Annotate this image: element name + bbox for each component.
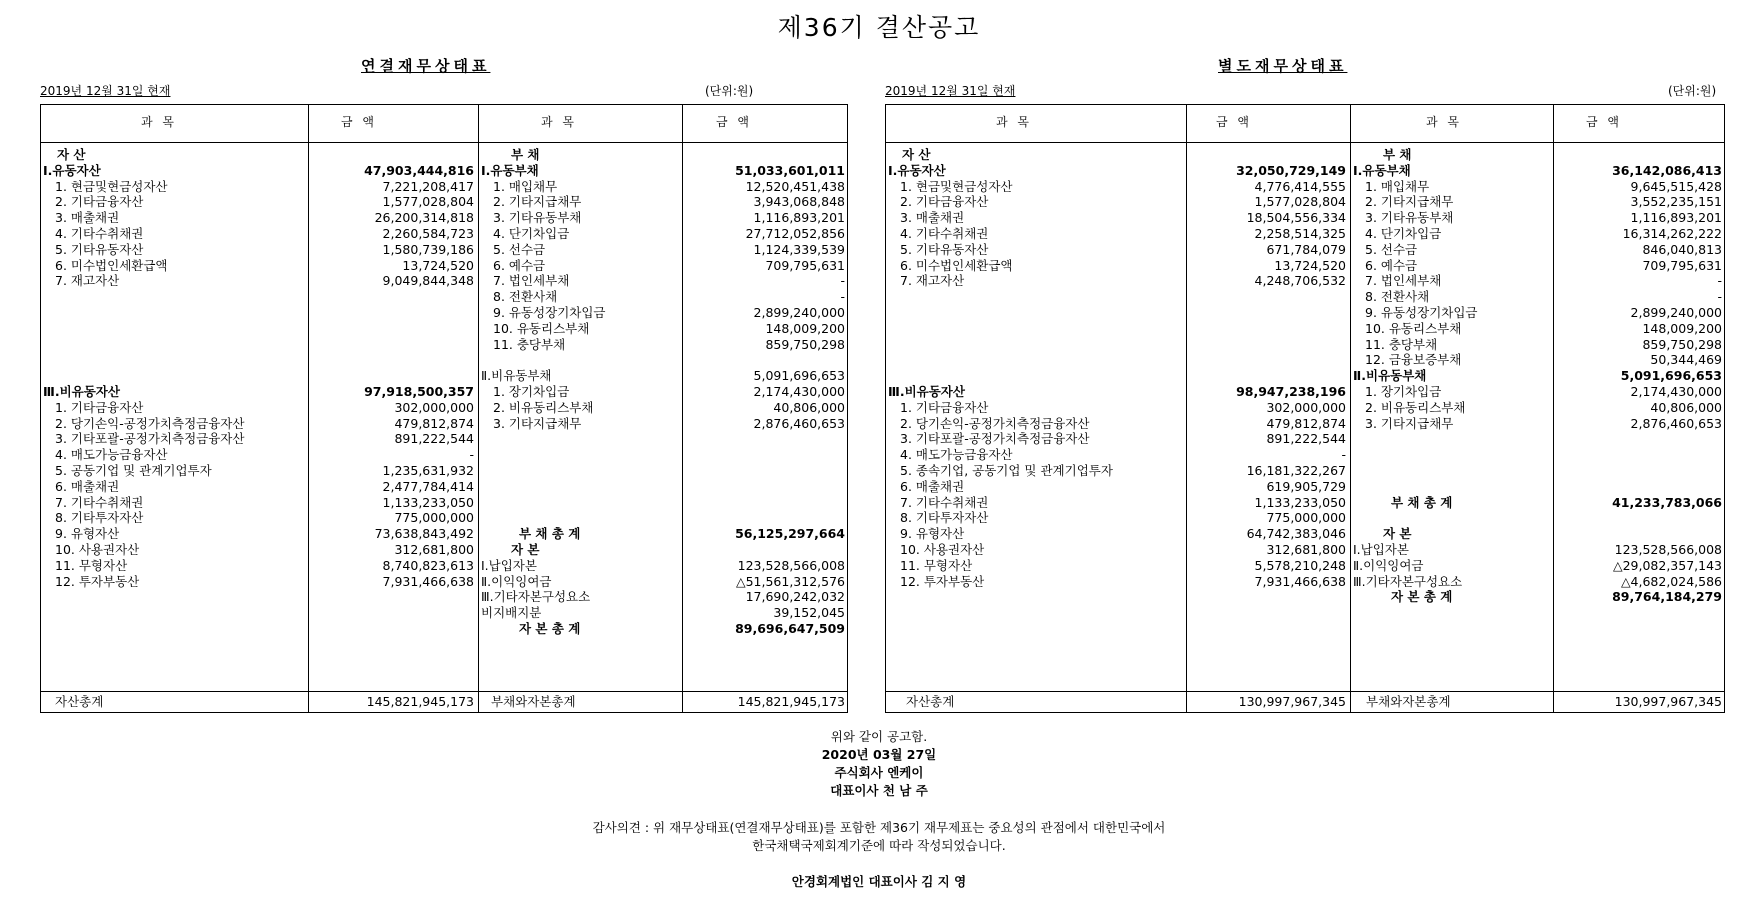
liability-label: 11. 충당부채 bbox=[1365, 336, 1438, 352]
asset-label: Ⅲ.비유동자산 bbox=[43, 384, 120, 399]
asset-label: 자 산 bbox=[57, 147, 86, 162]
asset-label: 4. 기타수취채권 bbox=[55, 226, 144, 241]
liability-label: 2. 비유동리스부채 bbox=[1365, 399, 1466, 415]
liability-amount: 40,806,000 bbox=[1650, 399, 1722, 415]
asset-label: 자 산 bbox=[902, 147, 931, 162]
asset-amount: 26,200,314,818 bbox=[374, 210, 474, 226]
liability-amount: 40,806,000 bbox=[773, 399, 845, 415]
total-assets-value: 145,821,945,173 bbox=[366, 694, 474, 709]
liability-amount: 123,528,566,008 bbox=[1614, 542, 1722, 557]
asset-label: 3. 매출채권 bbox=[900, 210, 965, 226]
liability-label: 부 채 총 계 bbox=[1391, 494, 1453, 510]
asset-label: Ⅰ.유동자산 bbox=[43, 162, 101, 178]
left-date: 2019년 12월 31일 현재 bbox=[40, 84, 171, 98]
asset-label: 7. 기타수취채권 bbox=[55, 494, 144, 510]
liability-amount: 846,040,813 bbox=[1642, 241, 1722, 257]
asset-label: 7. 기타수취채권 bbox=[900, 494, 989, 510]
liability-label: 3. 기타유동부채 bbox=[1365, 210, 1454, 226]
asset-amount: 13,724,520 bbox=[1274, 257, 1346, 273]
liability-amount: 2,899,240,000 bbox=[1630, 305, 1722, 320]
asset-amount: 7,931,466,638 bbox=[1254, 573, 1346, 589]
liability-amount: 27,712,052,856 bbox=[745, 226, 845, 241]
liability-label: 자 본 bbox=[1383, 526, 1412, 542]
asset-label: 9. 유형자산 bbox=[900, 526, 965, 542]
total-assets-label: 자산총계 bbox=[55, 694, 104, 709]
liability-amount: 51,033,601,011 bbox=[735, 162, 845, 178]
liability-label: Ⅲ.기타자본구성요소 bbox=[1353, 573, 1463, 589]
asset-amount: 32,050,729,149 bbox=[1236, 162, 1346, 178]
asset-label: 4. 매도가능금융자산 bbox=[55, 447, 168, 463]
asset-amount: 5,578,210,248 bbox=[1254, 557, 1346, 573]
liability-label: 12. 금융보증부채 bbox=[1365, 352, 1462, 368]
liability-amount: 41,233,783,066 bbox=[1612, 494, 1722, 510]
header-account: 과 목 bbox=[541, 115, 577, 129]
liability-amount: 5,091,696,653 bbox=[1620, 368, 1722, 384]
asset-label: Ⅲ.비유동자산 bbox=[888, 384, 965, 399]
liability-amount: 12,520,451,438 bbox=[745, 178, 845, 194]
liability-amount: 709,795,631 bbox=[1642, 257, 1722, 273]
liability-label: 5. 선수금 bbox=[1365, 241, 1418, 257]
asset-label: 10. 사용권자산 bbox=[900, 542, 985, 557]
asset-label: Ⅰ.유동자산 bbox=[888, 162, 946, 178]
asset-label: 6. 매출채권 bbox=[900, 478, 965, 494]
liability-label: 9. 유동성장기차입금 bbox=[493, 305, 606, 320]
liability-label: Ⅲ.기타자본구성요소 bbox=[481, 589, 591, 605]
asset-amount: 1,577,028,804 bbox=[1254, 194, 1346, 210]
liability-label: 부 채 bbox=[1383, 147, 1412, 162]
liability-label: 1. 장기차입금 bbox=[493, 384, 570, 399]
asset-amount: 619,905,729 bbox=[1266, 478, 1346, 494]
consolidated-balance-sheet bbox=[40, 104, 848, 713]
asset-label: 8. 기타투자자산 bbox=[55, 510, 144, 526]
header-amount: 금 액 bbox=[1586, 115, 1622, 129]
asset-label: 6. 매출채권 bbox=[55, 478, 120, 494]
liability-amount: 123,528,566,008 bbox=[737, 557, 845, 573]
liability-label: 1. 장기차입금 bbox=[1365, 384, 1442, 399]
total-liab-equity-label: 부채와자본총계 bbox=[1366, 694, 1451, 709]
asset-label: 3. 기타포괄-공정가치측정금융자산 bbox=[55, 431, 245, 447]
asset-label: 4. 기타수취채권 bbox=[900, 226, 989, 241]
asset-amount: 302,000,000 bbox=[394, 399, 474, 415]
asset-label: 7. 재고자산 bbox=[900, 273, 965, 289]
liability-amount: 17,690,242,032 bbox=[745, 589, 845, 605]
asset-label: 2. 당기손익-공정가치측정금융자산 bbox=[900, 415, 1090, 431]
asset-label: 11. 무형자산 bbox=[900, 557, 973, 573]
asset-amount: 302,000,000 bbox=[1266, 399, 1346, 415]
liability-amount: 1,116,893,201 bbox=[1630, 210, 1722, 226]
asset-amount: 312,681,800 bbox=[1266, 542, 1346, 557]
liability-label: 7. 법인세부채 bbox=[493, 273, 570, 289]
asset-label: 4. 매도가능금융자산 bbox=[900, 447, 1013, 463]
liability-amount: 56,125,297,664 bbox=[735, 526, 845, 542]
liability-amount: 5,091,696,653 bbox=[753, 368, 845, 384]
asset-amount: 775,000,000 bbox=[1266, 510, 1346, 526]
asset-label: 11. 무형자산 bbox=[55, 557, 128, 573]
liability-amount: - bbox=[1717, 289, 1722, 305]
liability-label: Ⅰ.유동부채 bbox=[481, 162, 539, 178]
total-liab-equity-value: 145,821,945,173 bbox=[737, 694, 845, 709]
liability-amount: 2,876,460,653 bbox=[753, 415, 845, 431]
liability-amount: 36,142,086,413 bbox=[1612, 162, 1722, 178]
audit-opinion-line-1: 감사의견 : 위 재무상태표(연결재무상태표)를 포함한 제36기 재무제표는 중요성의 관점에서 대한민국에서 bbox=[592, 820, 1166, 835]
liability-label: 자 본 bbox=[511, 542, 540, 557]
consolidated-title: 연결재무상태표 bbox=[361, 57, 491, 75]
asset-label: 10. 사용권자산 bbox=[55, 542, 140, 557]
right-date: 2019년 12월 31일 현재 bbox=[885, 84, 1016, 98]
asset-label: 2. 기타금융자산 bbox=[900, 194, 989, 210]
asset-label: 5. 공동기업 및 관계기업투자 bbox=[55, 463, 212, 478]
asset-amount: 1,580,739,186 bbox=[382, 241, 474, 257]
liability-amount: 709,795,631 bbox=[765, 257, 845, 273]
asset-amount: 13,724,520 bbox=[402, 257, 474, 273]
liability-label: 2. 기타지급채무 bbox=[1365, 194, 1454, 210]
asset-amount: 4,248,706,532 bbox=[1254, 273, 1346, 289]
liability-amount: - bbox=[1717, 273, 1722, 289]
liability-amount: 2,899,240,000 bbox=[753, 305, 845, 320]
asset-amount: 8,740,823,613 bbox=[382, 557, 474, 573]
liability-label: 7. 법인세부채 bbox=[1365, 273, 1442, 289]
asset-amount: 16,181,322,267 bbox=[1246, 463, 1346, 478]
right-unit: (단위:원) bbox=[1668, 84, 1717, 98]
asset-amount: 2,477,784,414 bbox=[382, 478, 474, 494]
asset-amount: 97,918,500,357 bbox=[364, 384, 474, 399]
liability-label: 2. 비유동리스부채 bbox=[493, 399, 594, 415]
liability-label: Ⅰ.납입자본 bbox=[1353, 542, 1409, 557]
liability-label: 1. 매입채무 bbox=[1365, 178, 1430, 194]
asset-label: 5. 기타유동자산 bbox=[900, 241, 989, 257]
liability-amount: 148,009,200 bbox=[1642, 320, 1722, 336]
asset-amount: 1,577,028,804 bbox=[382, 194, 474, 210]
liability-label: Ⅱ.비유동부채 bbox=[481, 368, 552, 384]
company-name: 주식회사 엔케이 bbox=[834, 765, 924, 780]
liability-label: 3. 기타지급채무 bbox=[493, 415, 582, 431]
liability-amount: 89,696,647,509 bbox=[735, 621, 845, 636]
liability-label: Ⅱ.이익잉여금 bbox=[481, 573, 552, 589]
liability-amount: 148,009,200 bbox=[765, 320, 845, 336]
liability-label: 1. 매입채무 bbox=[493, 178, 558, 194]
asset-label: 1. 현금및현금성자산 bbox=[900, 178, 1013, 194]
liability-label: Ⅰ.납입자본 bbox=[481, 557, 537, 573]
liability-label: 8. 전환사채 bbox=[493, 289, 558, 305]
liability-amount: 9,645,515,428 bbox=[1630, 178, 1722, 194]
asset-amount: 775,000,000 bbox=[394, 510, 474, 526]
total-liab-equity-value: 130,997,967,345 bbox=[1614, 694, 1722, 709]
asset-label: 6. 미수법인세환급액 bbox=[900, 257, 1013, 273]
liability-amount: 1,116,893,201 bbox=[753, 210, 845, 226]
liability-amount: 16,314,262,222 bbox=[1622, 226, 1722, 241]
liability-label: 9. 유동성장기차입금 bbox=[1365, 305, 1478, 320]
liability-amount: 50,344,469 bbox=[1650, 352, 1722, 368]
asset-label: 12. 투자부동산 bbox=[55, 573, 140, 589]
asset-label: 1. 기타금융자산 bbox=[900, 399, 989, 415]
asset-label: 2. 당기손익-공정가치측정금융자산 bbox=[55, 415, 245, 431]
total-liab-equity-label: 부채와자본총계 bbox=[491, 694, 576, 709]
asset-amount: 64,742,383,046 bbox=[1246, 526, 1346, 542]
asset-label: 12. 투자부동산 bbox=[900, 573, 985, 589]
asset-amount: - bbox=[469, 447, 474, 463]
liability-amount: 859,750,298 bbox=[765, 336, 845, 352]
asset-amount: 1,133,233,050 bbox=[1254, 494, 1346, 510]
liability-amount: - bbox=[840, 289, 845, 305]
asset-amount: 47,903,444,816 bbox=[364, 162, 474, 178]
asset-amount: 671,784,079 bbox=[1266, 241, 1346, 257]
liability-label: 10. 유동리스부채 bbox=[493, 320, 590, 336]
notice-date: 2020년 03월 27일 bbox=[821, 747, 937, 762]
liability-amount: 2,174,430,000 bbox=[753, 384, 845, 399]
asset-label: 8. 기타투자자산 bbox=[900, 510, 989, 526]
asset-amount: 4,776,414,555 bbox=[1254, 178, 1346, 194]
asset-amount: 891,222,544 bbox=[394, 431, 474, 447]
liability-label: Ⅰ.유동부채 bbox=[1353, 162, 1411, 178]
liability-label: 11. 충당부채 bbox=[493, 336, 566, 352]
asset-label: 5. 종속기업, 공동기업 및 관계기업투자 bbox=[900, 463, 1113, 478]
separate-title: 별도재무상태표 bbox=[1218, 57, 1348, 75]
liability-label: 2. 기타지급채무 bbox=[493, 194, 582, 210]
asset-amount: 73,638,843,492 bbox=[374, 526, 474, 542]
asset-amount: 479,812,874 bbox=[394, 415, 474, 431]
liability-label: 자 본 총 계 bbox=[1391, 589, 1453, 605]
asset-amount: 891,222,544 bbox=[1266, 431, 1346, 447]
liability-label: 4. 단기차입금 bbox=[493, 226, 570, 241]
liability-label: 6. 예수금 bbox=[1365, 257, 1418, 273]
asset-label: 2. 기타금융자산 bbox=[55, 194, 144, 210]
asset-label: 3. 기타포괄-공정가치측정금융자산 bbox=[900, 431, 1090, 447]
liability-label: 비지배지분 bbox=[481, 605, 542, 621]
asset-amount: 2,258,514,325 bbox=[1254, 226, 1346, 241]
liability-label: 6. 예수금 bbox=[493, 257, 546, 273]
liability-amount: 2,174,430,000 bbox=[1630, 384, 1722, 399]
liability-amount: 3,552,235,151 bbox=[1630, 194, 1722, 210]
liability-label: Ⅱ.이익잉여금 bbox=[1353, 557, 1424, 573]
asset-amount: 1,133,233,050 bbox=[382, 494, 474, 510]
separate-balance-sheet bbox=[885, 104, 1725, 713]
liability-amount: △4,682,024,586 bbox=[1620, 573, 1722, 589]
liability-label: 5. 선수금 bbox=[493, 241, 546, 257]
header-amount: 금 액 bbox=[1216, 115, 1252, 129]
asset-label: 7. 재고자산 bbox=[55, 273, 120, 289]
asset-amount: 9,049,844,348 bbox=[382, 273, 474, 289]
liability-label: 자 본 총 계 bbox=[519, 621, 581, 636]
liability-amount: △29,082,357,143 bbox=[1612, 557, 1722, 573]
asset-amount: 7,221,208,417 bbox=[382, 178, 474, 194]
asset-amount: 98,947,238,196 bbox=[1236, 384, 1346, 399]
liability-label: 4. 단기차입금 bbox=[1365, 226, 1442, 241]
header-account: 과 목 bbox=[996, 115, 1032, 129]
header-account: 과 목 bbox=[141, 115, 177, 129]
liability-amount: 39,152,045 bbox=[773, 605, 845, 621]
asset-amount: 1,235,631,932 bbox=[382, 463, 474, 478]
liability-label: 8. 전환사채 bbox=[1365, 289, 1430, 305]
liability-amount: 859,750,298 bbox=[1642, 336, 1722, 352]
header-account: 과 목 bbox=[1426, 115, 1462, 129]
asset-amount: 2,260,584,723 bbox=[382, 226, 474, 241]
asset-label: 1. 현금및현금성자산 bbox=[55, 178, 168, 194]
audit-opinion-line-2: 한국채택국제회계기준에 따라 작성되었습니다. bbox=[752, 838, 1006, 853]
liability-label: 10. 유동리스부채 bbox=[1365, 320, 1462, 336]
header-amount: 금 액 bbox=[341, 115, 377, 129]
left-unit: (단위:원) bbox=[705, 84, 754, 98]
asset-amount: 312,681,800 bbox=[394, 542, 474, 557]
page-title: 제36기 결산공고 bbox=[777, 13, 981, 42]
liability-label: Ⅱ.비유동부채 bbox=[1353, 368, 1427, 384]
ceo-name: 대표이사 천 남 주 bbox=[830, 783, 928, 798]
notice-line: 위와 같이 공고함. bbox=[830, 729, 928, 744]
asset-label: 3. 매출채권 bbox=[55, 210, 120, 226]
asset-label: 6. 미수법인세환급액 bbox=[55, 257, 168, 273]
liability-amount: 1,124,339,539 bbox=[753, 241, 845, 257]
liability-amount: - bbox=[840, 273, 845, 289]
asset-label: 1. 기타금융자산 bbox=[55, 399, 144, 415]
liability-label: 3. 기타유동부채 bbox=[493, 210, 582, 226]
asset-label: 9. 유형자산 bbox=[55, 526, 120, 542]
header-amount: 금 액 bbox=[716, 115, 752, 129]
asset-label: 5. 기타유동자산 bbox=[55, 241, 144, 257]
total-assets-label: 자산총계 bbox=[906, 694, 955, 709]
liability-label: 3. 기타지급채무 bbox=[1365, 415, 1454, 431]
liability-amount: 2,876,460,653 bbox=[1630, 415, 1722, 431]
asset-amount: 7,931,466,638 bbox=[382, 573, 474, 589]
liability-amount: 89,764,184,279 bbox=[1612, 589, 1722, 605]
liability-label: 부 채 총 계 bbox=[519, 526, 581, 542]
liability-label: 부 채 bbox=[511, 147, 540, 162]
liability-amount: 3,943,068,848 bbox=[753, 194, 845, 210]
auditor-name: 안경회계법인 대표이사 김 지 영 bbox=[791, 874, 967, 889]
asset-amount: - bbox=[1341, 447, 1346, 463]
asset-amount: 18,504,556,334 bbox=[1246, 210, 1346, 226]
liability-amount: △51,561,312,576 bbox=[735, 573, 845, 589]
total-assets-value: 130,997,967,345 bbox=[1238, 694, 1346, 709]
asset-amount: 479,812,874 bbox=[1266, 415, 1346, 431]
